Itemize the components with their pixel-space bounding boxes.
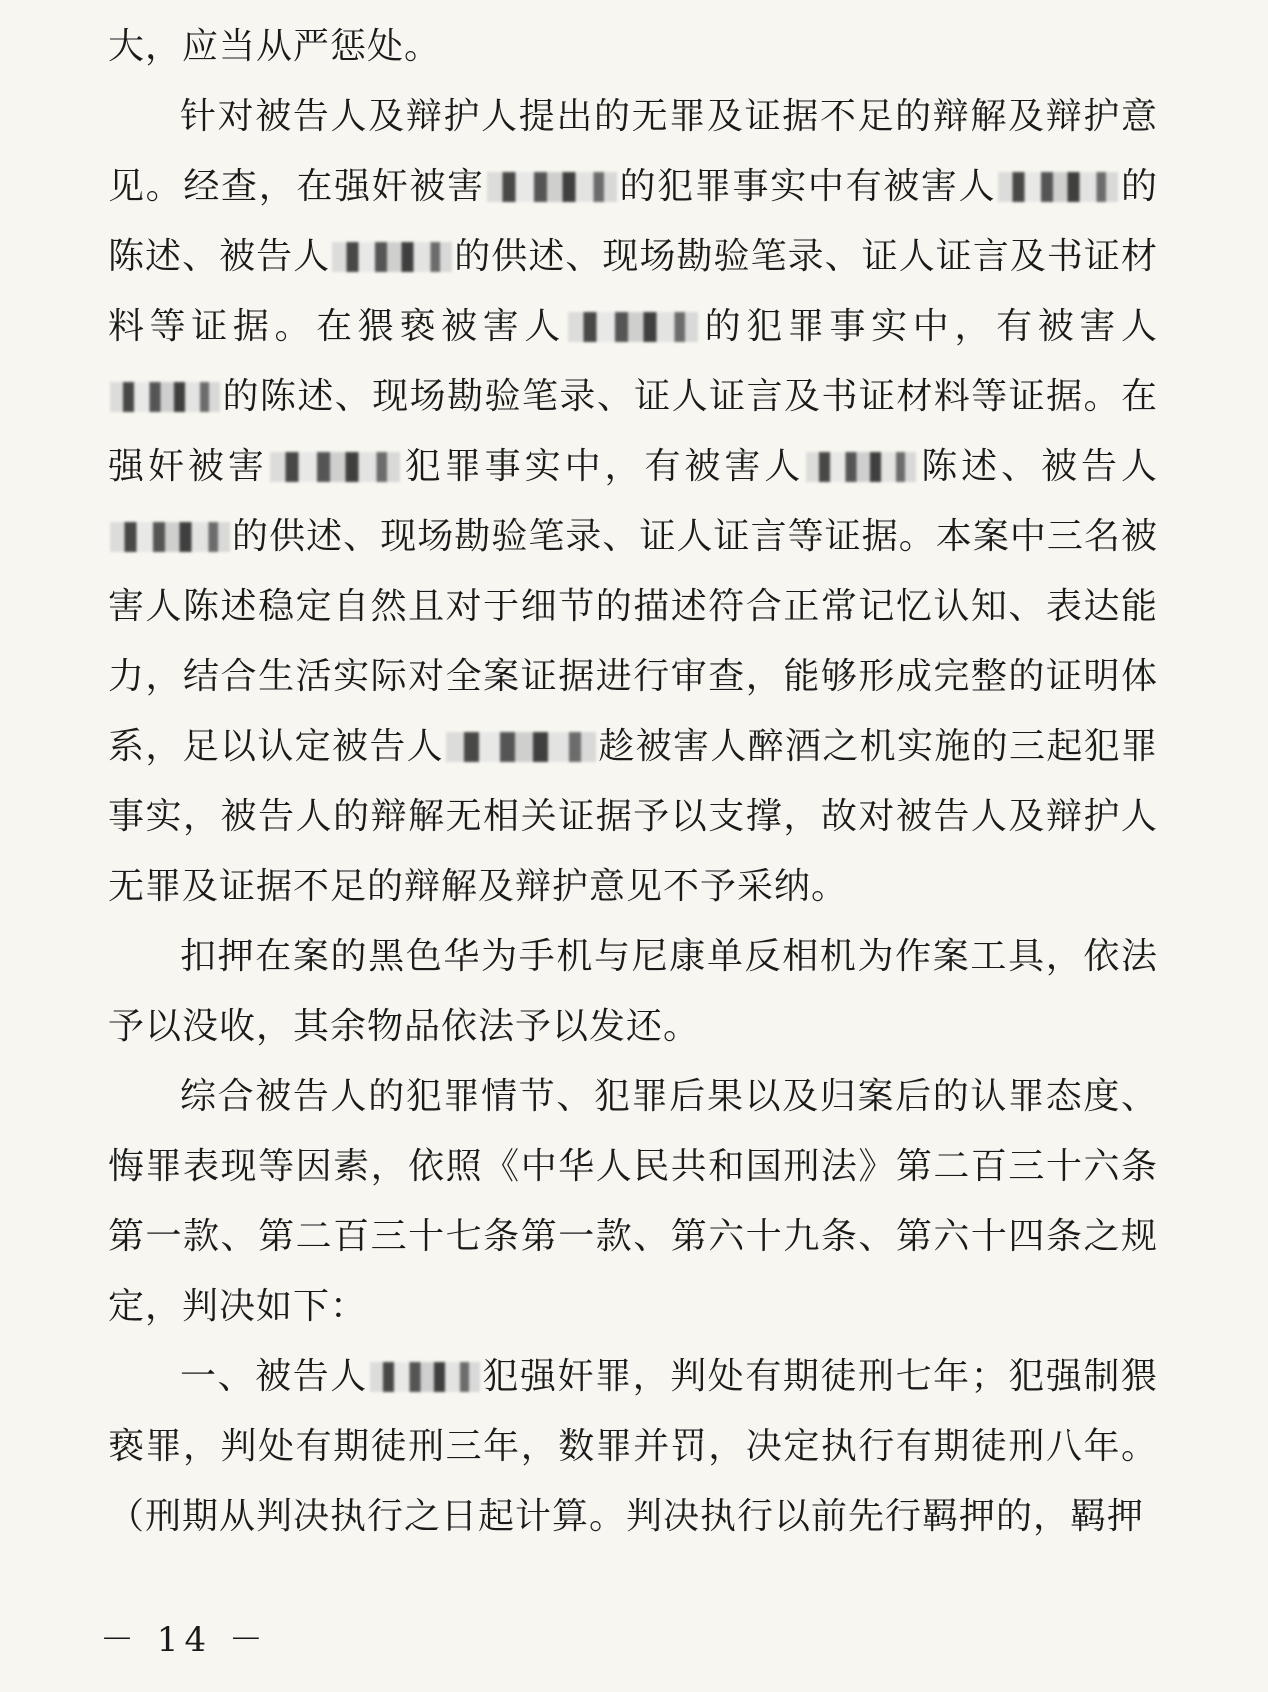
redacted-name-mosaic [806,452,916,482]
redacted-name-mosaic [332,242,452,272]
paragraph-5 [108,1342,1158,1552]
text-segment: 犯强奸罪，判处有期徒刑七年；犯强制猥亵罪，判处有期徒刑三年，数罪并罚，决定执行有期徒刑八年。（刑期从判决执行之日起计算。判决执行以前先行羁押的，羁押 [108,1356,1158,1537]
redacted-name-mosaic [110,382,220,412]
paragraph-3 [108,922,1158,1062]
text-segment: 针对被告人及辩护人提出的无罪及证据不足的辩解及辩护意见。经查，在强奸被害 [108,96,1158,207]
text-segment: 的供述、现场勘验笔录、证人证言及书证材料等证据。在猥亵被害人 [108,236,1158,347]
text-segment: 综合被告人的犯罪情节、犯罪后果以及归案后的认罪态度、悔罪表现等因素，依照《中华人民共和国刑法》第二百三十六条第一款、第二百三十七条第一款、第六十九条、第六十四条之规定，判决如下： [108,1076,1158,1327]
page-number: － 14 － [100,1620,269,1660]
paragraph-4 [108,1062,1158,1342]
redacted-name-mosaic [568,312,698,342]
text-segment: 扣押在案的黑色华为手机与尼康单反相机为作案工具，依法予以没收，其余物品依法予以发还。 [108,936,1158,1047]
redacted-name-mosaic [998,172,1118,202]
text-segment: 趁被害人醉酒之机实施的三起犯罪事实，被告人的辩解无相关证据予以支撑，故对被告人及辩护人无罪及证据不足的辩解及辩护意见不予采纳。 [108,726,1158,907]
text-segment: 一、被告人 [180,1356,368,1397]
redacted-name-mosaic [446,732,596,762]
text-segment: 的犯罪事实中，有被害人 [700,306,1158,347]
paragraph-2 [108,82,1158,922]
text-segment: 的陈述、现场勘验笔录、证人证言及书证材料等证据。在强奸被害 [108,376,1158,487]
text-segment: 陈述、被告人 [918,446,1158,487]
text-segment: 的陈述、被告人 [108,166,1158,277]
text-segment: 的犯罪事实中有被害人 [618,166,997,207]
judgment-text [108,12,1158,1552]
redacted-name-mosaic [110,522,230,552]
redacted-name-mosaic [487,172,617,202]
redacted-name-mosaic [270,452,400,482]
text-segment: 犯罪事实中，有被害人 [401,446,805,487]
paragraph-1 [108,12,1158,82]
redacted-name-mosaic [370,1362,480,1392]
text-segment: 的供述、现场勘验笔录、证人证言等证据。本案中三名被害人陈述稳定自然且对于细节的描述符合正常记忆认知、表达能力，结合生活实际对全案证据进行审查，能够形成完整的证明体系，足以认定被告人 [108,516,1158,767]
text-segment: 大，应当从严惩处。 [108,26,442,67]
